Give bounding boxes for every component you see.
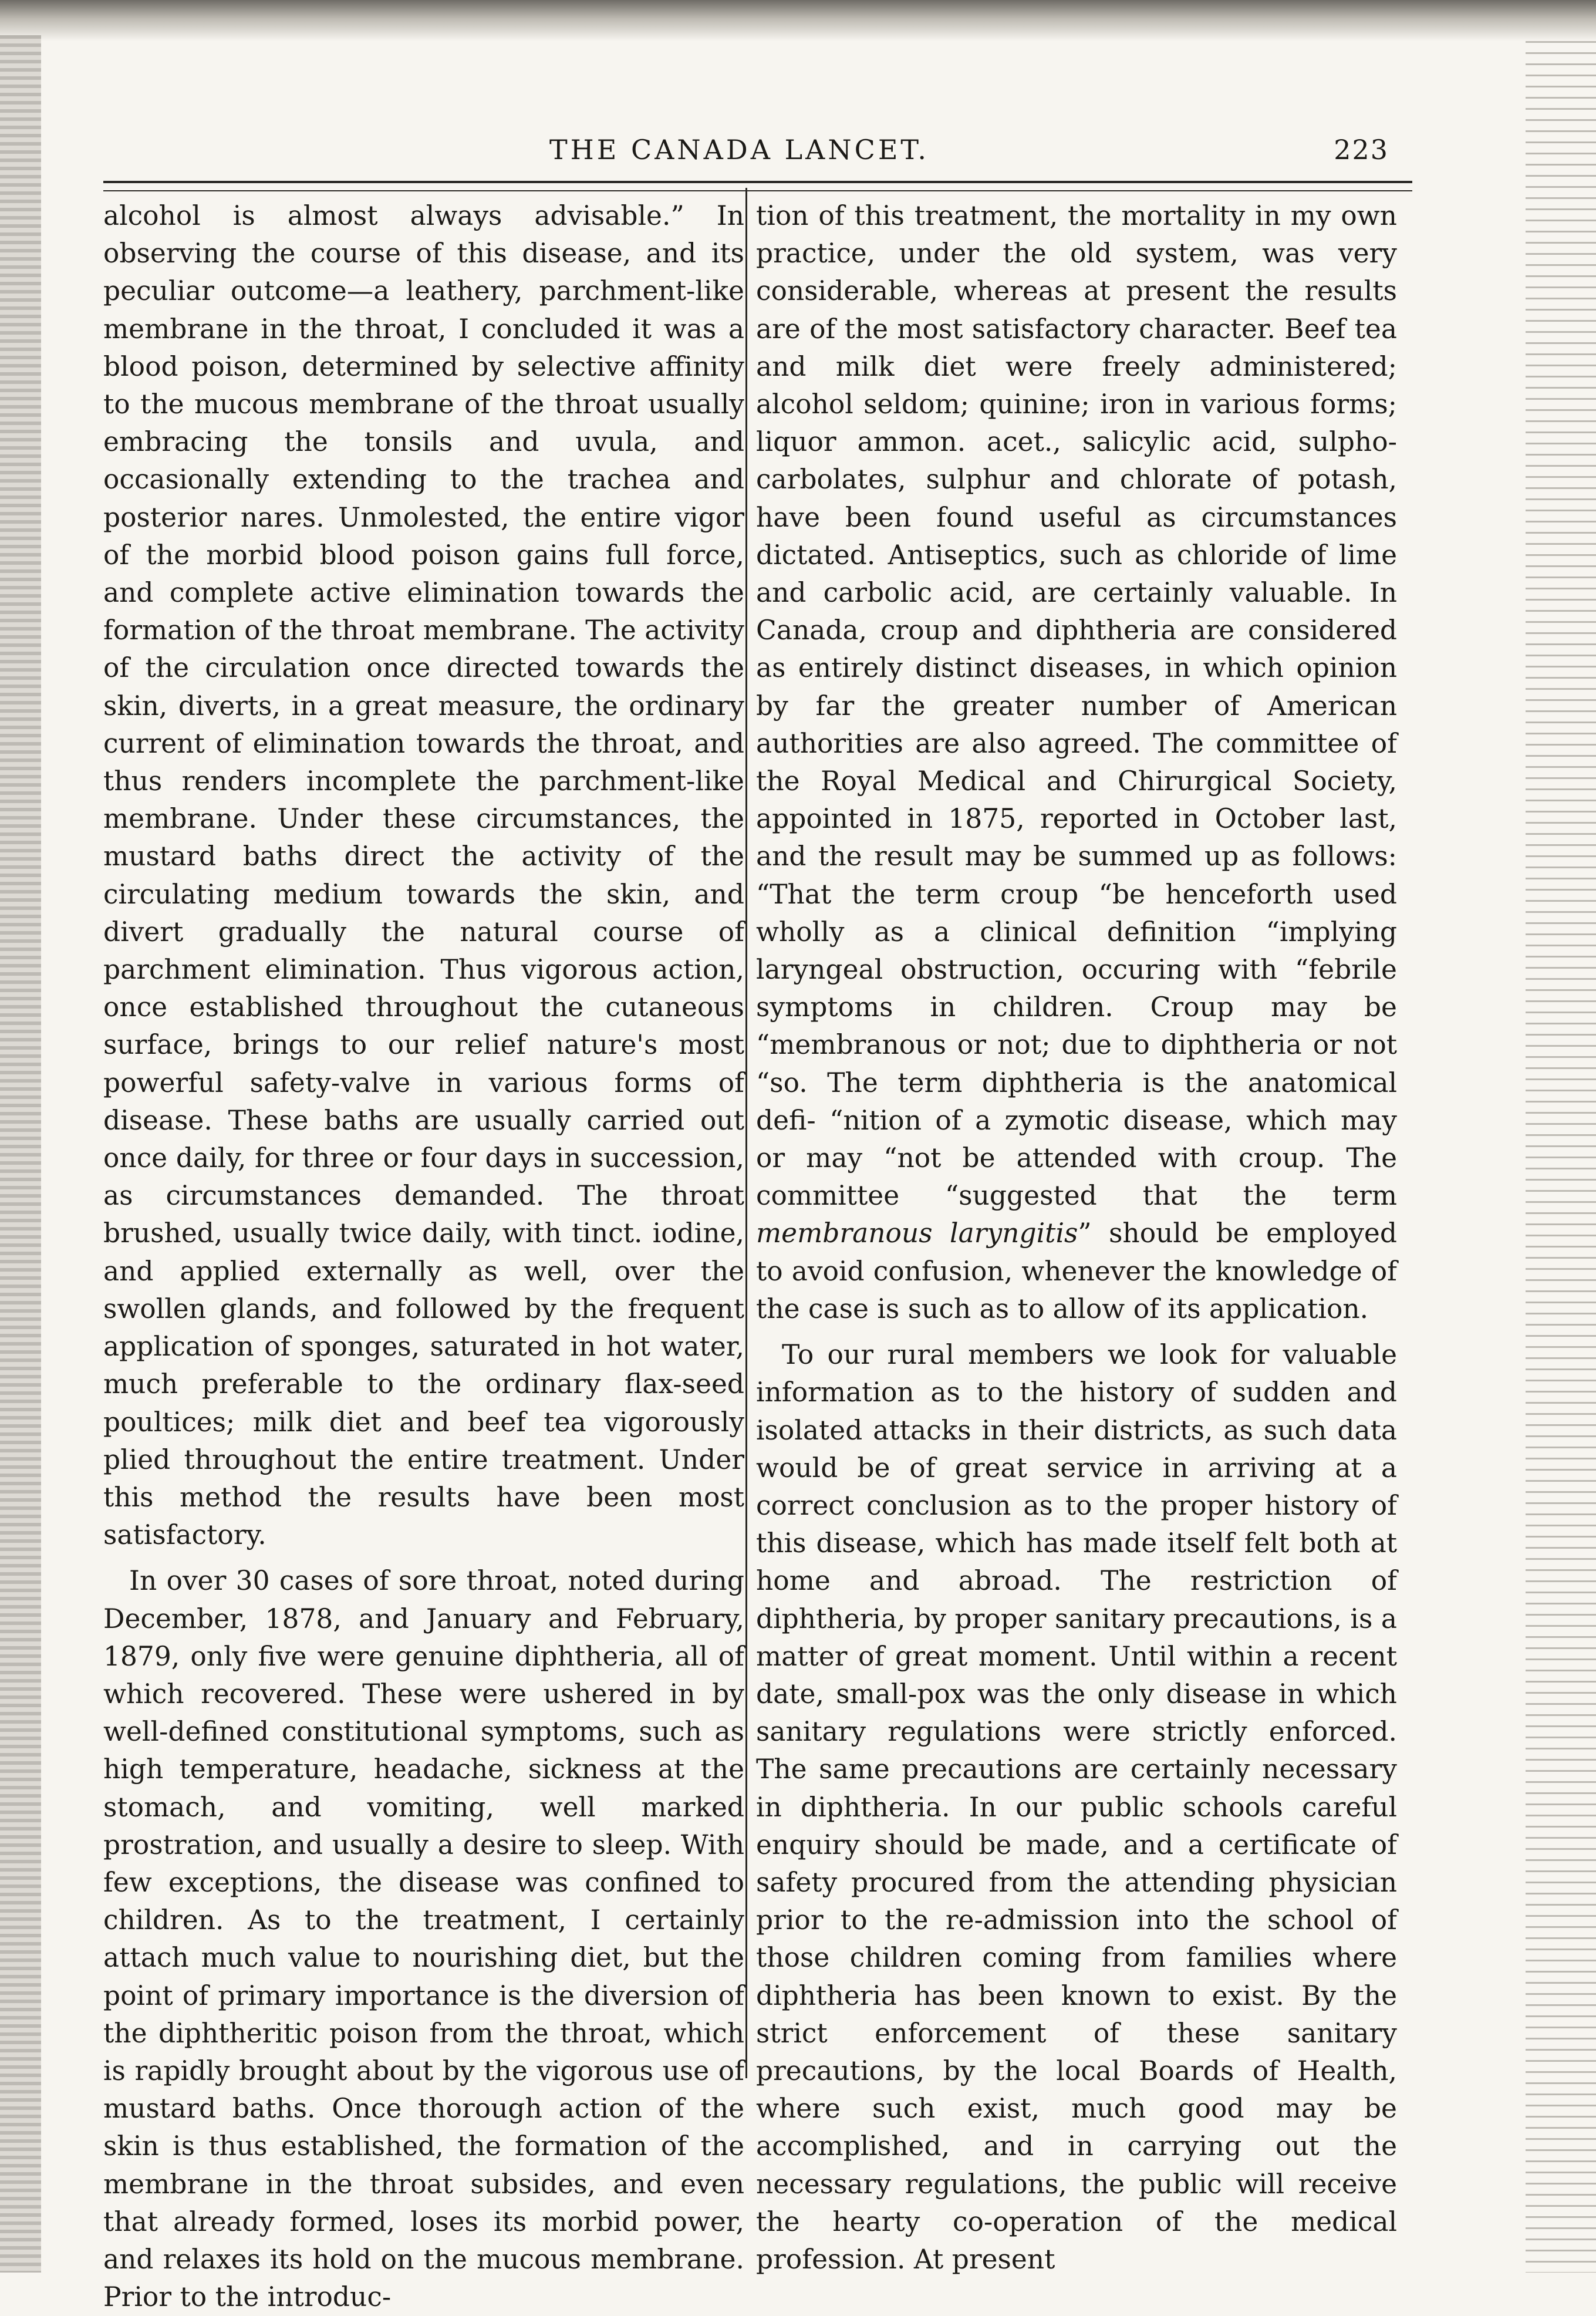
italic-term: membranous laryngitis (756, 1218, 1078, 1249)
scan-edge-top (0, 0, 1596, 41)
right-paragraph-1 (756, 197, 1397, 1328)
left-column (103, 197, 744, 2313)
running-title: THE CANADA LANCET. (549, 134, 929, 166)
right-paragraph-1-text: tion of this treatment, the mortality in my own practice, under the old system, was very considerable, whereas at present the results are of the most satisfactory character. Beef tea and milk diet were freely administered; alcohol seldom; quinine; iron in various forms; liquor ammon. acet., salicylic acid, sulpho-carbolates, sulphur and chlorate of potash, have been found useful as circumstances dictated. Antiseptics, such as chloride of lime and carbolic acid, are certainly valuable. In Canada, croup and diphtheria are considered as entirely distinct diseases, in which opinion by far the greater number of American authorities are also agreed. The committee of the Royal Medical and Chirurgical Society, appointed in 1875, reported in October last, and the result may be summed up as follows: “That the term croup “be henceforth used wholly as a clinical definition “implying laryngeal obstruction, occuring with “febrile symptoms in children. Croup may be “membranous or not; due to diphtheria or not “so. The term diphtheria is the anatomical defi- “nition of a zymotic disease, which may or may “not be attended with croup. The committee “suggested that the term (756, 200, 1397, 1212)
header-double-rule (103, 181, 1412, 191)
column-divider (745, 188, 747, 2078)
right-column (756, 197, 1397, 2275)
page-header (103, 134, 1412, 175)
left-paragraph-1: alcohol is almost always advisable.” In observing the course of this disease, and its peculiar outcome—a leathery, parchment-like membrane in the throat, I concluded it was a blood poison, determined by selective affinity to the mucous membrane of the throat usually embracing the tonsils and uvula, and occasionally extending to the trachea and posterior nares. Unmolested, the entire vigor of the morbid blood poison gains full force, and complete active elimination towards the formation of the throat membrane. The activity of the circulation once directed towards the skin, diverts, in a great measure, the ordinary current of elimination towards the throat, and thus renders incomplete the parchment-like membrane. Under these circumstances, the mustard baths direct the activity of the circulating medium towards the skin, and divert gradually the natural course of parchment elimination. Thus vigorous action, once established throughout the cutaneous surface, brings to our relief nature's most powerful safety-valve in various forms of disease. These baths are usually carried out once daily, for three or four days in succession, as circumstances demanded. The throat brushed, usually twice daily, with tinct. iodine, and applied externally as well, over the swollen glands, and followed by the frequent application of sponges, saturated in hot water, much preferable to the ordinary flax-seed poultices; milk diet and beef tea vigorously plied throughout the entire treatment. Under this method the results have been most satisfactory. (103, 200, 744, 1551)
right-paragraph-2: To our rural members we look for valuable information as to the history of sudden and isolated attacks in their districts, as such data would be of great service in arriving at a correct conclusion as to the proper history of this disease, which has made itself felt both at home and abroad. The restriction of diphtheria, by proper sanitary precautions, is a matter of great moment. Until within a recent date, small-pox was the only disease in which sanitary regulations were strictly enforced. The same precautions are certainly necessary in diphtheria. In our public schools careful enquiry should be made, and a certificate of safety procured from the attending physician prior to the re-admission into the school of those children coming from families where diphtheria has been known to exist. By the strict enforcement of these sanitary precautions, by the local Boards of Health, where such exist, much good may be accomplished, and in carrying out the necessary regulations, the public will receive the hearty co-operation of the medical profession. At present (756, 1339, 1397, 2275)
scan-edge-left (0, 35, 41, 2273)
page-number: 223 (1334, 134, 1389, 166)
left-paragraph-2: In over 30 cases of sore throat, noted during December, 1878, and January and February, 1879, only five were genuine diphtheria, all of which recovered. These were ushered in by well-defined constitutional symptoms, such as high temperature, headache, sickness at the stomach, and vomiting, well marked prostration, and usually a desire to sleep. With few exceptions, the disease was confined to children. As to the treatment, I certainly attach much value to nourishing diet, but the point of primary importance is the diversion of the diphtheritic poison from the throat, which is rapidly brought about by the vigorous use of mustard baths. Once thorough action of the skin is thus established, the formation of the membrane in the throat subsides, and even that already formed, loses its morbid power, and relaxes its hold on the mucous membrane. Prior to the introduc- (103, 1565, 744, 2313)
scan-edge-right (1526, 41, 1596, 2273)
right-paragraph-1-tail: ” should be employed to avoid confusion, whenever the knowledge of the case is such as to allow of its application. (756, 1218, 1397, 1324)
